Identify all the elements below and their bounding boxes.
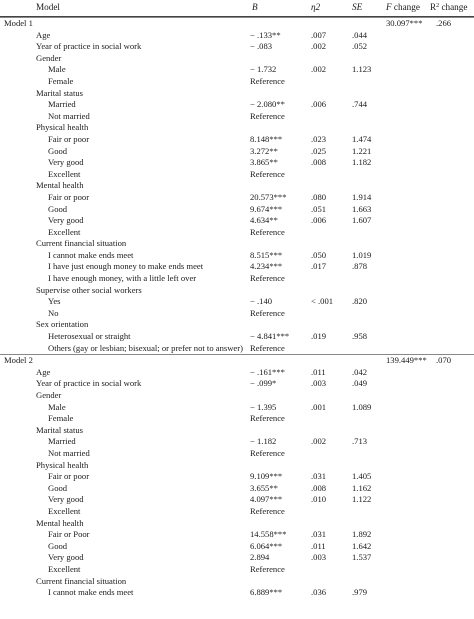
cell-b: 4.634** [250, 215, 278, 226]
table-row [0, 343, 474, 355]
cell-b: Reference [250, 75, 285, 86]
table-row [0, 436, 474, 448]
row-label: Fair or poor [48, 133, 90, 144]
table-row [0, 483, 474, 495]
row-label: Supervise other social workers [36, 284, 142, 295]
cell-eta: .017 [311, 261, 327, 272]
row-label: Male [48, 64, 66, 75]
cell-b: 4.097*** [250, 494, 283, 505]
cell-b: Reference [250, 273, 285, 284]
cell-se: .820 [352, 296, 368, 307]
table-row [0, 146, 474, 158]
table-row [0, 425, 474, 437]
cell-se: .044 [352, 29, 368, 40]
table-row [0, 390, 474, 402]
cell-b: 8.515*** [250, 249, 283, 260]
row-label: Physical health [36, 459, 89, 470]
cell-r2-change: .266 [436, 18, 452, 28]
header-r2-change: $R^2$ change [430, 2, 468, 12]
table-row [0, 319, 474, 331]
table-row [0, 169, 474, 181]
row-label: Excellent [48, 505, 81, 516]
cell-b: 9.109*** [250, 471, 283, 482]
row-label: Married [48, 99, 76, 110]
cell-se: 1.474 [352, 133, 372, 144]
table-row [0, 518, 474, 530]
cell-se: 1.019 [352, 249, 372, 260]
table-row [0, 250, 474, 262]
row-label: Very good [48, 157, 84, 168]
row-label: Year of practice in social work [36, 41, 142, 52]
table-row [0, 402, 474, 414]
table-row [0, 30, 474, 42]
row-label: Good [48, 482, 68, 493]
row-label: Not married [48, 110, 90, 121]
cell-se: 1.123 [352, 64, 372, 75]
table-row [0, 227, 474, 239]
table-row [0, 296, 474, 308]
cell-se: .713 [352, 436, 368, 447]
table-row [0, 541, 474, 553]
cell-r2-change: .070 [436, 355, 452, 366]
regression-table-body [0, 17, 474, 599]
row-label: I have just enough money to make ends meet [48, 261, 204, 272]
cell-se: 1.122 [352, 494, 372, 505]
cell-eta: .003 [311, 552, 327, 563]
table-row [0, 215, 474, 227]
header-b: B [252, 2, 258, 12]
model-row [0, 17, 474, 30]
table-row [0, 460, 474, 472]
cell-se: 1.182 [352, 157, 372, 168]
row-label: I cannot make ends meet [48, 249, 134, 260]
table-row [0, 273, 474, 285]
cell-eta: .036 [311, 587, 327, 598]
cell-eta: .001 [311, 401, 327, 412]
row-label: Fair or poor [48, 471, 90, 482]
cell-eta: .011 [311, 366, 326, 377]
cell-eta: .031 [311, 471, 327, 482]
table-row [0, 99, 474, 111]
table-row [0, 134, 474, 146]
cell-eta: .002 [311, 64, 327, 75]
row-label: Model 2 [4, 355, 33, 366]
cell-eta: .002 [311, 41, 327, 52]
cell-b: Reference [250, 563, 285, 574]
cell-se: 1.221 [352, 145, 372, 156]
cell-eta: .008 [311, 482, 327, 493]
cell-eta: < .001 [311, 296, 334, 307]
table-row [0, 494, 474, 506]
table-row [0, 122, 474, 134]
row-label: Very good [48, 494, 84, 505]
cell-b: − 1.395 [250, 401, 277, 412]
table-row [0, 261, 474, 273]
cell-eta: .031 [311, 529, 327, 540]
row-label: Very good [48, 215, 84, 226]
table-row [0, 552, 474, 564]
cell-se: .052 [352, 41, 368, 52]
cell-b: − .099* [250, 378, 277, 389]
table-row [0, 587, 474, 599]
row-label: Age [36, 29, 51, 40]
row-label: Yes [48, 296, 61, 307]
cell-b: 6.064*** [250, 540, 283, 551]
row-label: Mental health [36, 180, 84, 191]
row-label: Marital status [36, 87, 84, 98]
header-f-change: F change [386, 2, 420, 12]
table-row [0, 76, 474, 88]
cell-b: 14.558*** [250, 529, 287, 540]
cell-b: − 1.732 [250, 64, 277, 75]
table-row [0, 308, 474, 320]
cell-b: 3.655** [250, 482, 278, 493]
cell-b: 3.865** [250, 157, 278, 168]
row-label: Excellent [48, 168, 81, 179]
cell-f-change: 30.097*** [386, 18, 423, 28]
cell-eta: .003 [311, 378, 327, 389]
cell-b: Reference [250, 447, 285, 458]
cell-b: Reference [250, 342, 285, 353]
table-row [0, 506, 474, 518]
cell-eta: .007 [311, 29, 327, 40]
cell-se: .979 [352, 587, 368, 598]
cell-se: .744 [352, 99, 368, 110]
row-label: Excellent [48, 226, 81, 237]
header-eta: η2 [311, 2, 321, 12]
table-row [0, 88, 474, 100]
cell-se: 1.089 [352, 401, 372, 412]
table-row [0, 180, 474, 192]
cell-b: − 1.182 [250, 436, 277, 447]
row-label: Others (gay or lesbian; bisexual; or prefer not to answer) [48, 342, 243, 353]
table-row [0, 331, 474, 343]
cell-se: 1.537 [352, 552, 372, 563]
row-label: Good [48, 540, 68, 551]
cell-b: 6.889*** [250, 587, 283, 598]
table-row [0, 378, 474, 390]
row-label: Good [48, 145, 68, 156]
cell-b: 2.894 [250, 552, 270, 563]
table-row [0, 413, 474, 425]
table-row [0, 564, 474, 576]
cell-b: Reference [250, 226, 285, 237]
table-row [0, 285, 474, 297]
cell-eta: .010 [311, 494, 327, 505]
table-row [0, 53, 474, 65]
table-row [0, 192, 474, 204]
row-label: No [48, 307, 59, 318]
cell-eta: .006 [311, 99, 327, 110]
table-row [0, 64, 474, 76]
cell-se: .958 [352, 331, 368, 342]
cell-b: − 4.841*** [250, 331, 290, 342]
row-label: Model 1 [4, 18, 33, 28]
row-label: Current financial situation [36, 575, 127, 586]
cell-b: Reference [250, 505, 285, 516]
row-label: Current financial situation [36, 238, 127, 249]
cell-b: Reference [250, 110, 285, 121]
row-label: I have enough money, with a little left over [48, 273, 197, 284]
row-label: Female [48, 75, 74, 86]
cell-b: − .083 [250, 41, 273, 52]
row-label: Married [48, 436, 76, 447]
cell-f-change: 139.449*** [386, 355, 427, 366]
table-row [0, 238, 474, 250]
cell-se: 1.405 [352, 471, 372, 482]
cell-b: Reference [250, 168, 285, 179]
cell-se: 1.663 [352, 203, 372, 214]
cell-b: 3.272** [250, 145, 278, 156]
row-label: Not married [48, 447, 90, 458]
table-row [0, 471, 474, 483]
row-label: Female [48, 413, 74, 424]
row-label: Excellent [48, 563, 81, 574]
cell-b: 8.148*** [250, 133, 283, 144]
row-label: Gender [36, 390, 62, 400]
cell-se: 1.914 [352, 191, 372, 202]
row-label: Age [36, 366, 51, 377]
table-row [0, 367, 474, 379]
table-row [0, 111, 474, 123]
cell-eta: .051 [311, 203, 327, 214]
table-row [0, 529, 474, 541]
cell-eta: .023 [311, 133, 327, 144]
cell-eta: .080 [311, 191, 327, 202]
row-label: Sex orientation [36, 319, 89, 330]
cell-b: − .140 [250, 296, 273, 307]
row-label: Male [48, 401, 66, 412]
table-row [0, 448, 474, 460]
model-row [0, 354, 474, 367]
cell-eta: .050 [311, 249, 327, 260]
table-row [0, 576, 474, 588]
cell-b: Reference [250, 307, 285, 318]
header-se: SE [352, 2, 363, 12]
cell-eta: .019 [311, 331, 327, 342]
row-label: Good [48, 203, 68, 214]
row-label: Physical health [36, 122, 89, 133]
table-header [0, 0, 474, 17]
cell-b: − 2.080** [250, 99, 285, 110]
cell-b: Reference [250, 413, 285, 424]
cell-b: 9.674*** [250, 203, 283, 214]
header-model: Model [36, 2, 60, 12]
cell-se: 1.642 [352, 540, 372, 551]
row-label: Marital status [36, 424, 84, 435]
cell-eta: .006 [311, 215, 327, 226]
table-row [0, 41, 474, 53]
cell-b: 20.573*** [250, 191, 287, 202]
row-label: Fair or Poor [48, 529, 90, 540]
cell-eta: .011 [311, 540, 326, 551]
cell-b: − .161*** [250, 366, 285, 377]
cell-se: 1.607 [352, 215, 372, 226]
table-row [0, 204, 474, 216]
row-label: Gender [36, 52, 62, 63]
cell-eta: .008 [311, 157, 327, 168]
row-label: Mental health [36, 517, 84, 528]
table-row [0, 157, 474, 169]
row-label: Very good [48, 552, 84, 563]
row-label: I cannot make ends meet [48, 587, 134, 598]
cell-se: 1.892 [352, 529, 372, 540]
cell-se: .878 [352, 261, 368, 272]
cell-eta: .002 [311, 436, 327, 447]
row-label: Fair or poor [48, 191, 90, 202]
row-label: Heterosexual or straight [48, 331, 131, 342]
cell-b: − .133** [250, 29, 281, 40]
cell-se: .042 [352, 366, 368, 377]
cell-eta: .025 [311, 145, 327, 156]
cell-b: 4.234*** [250, 261, 283, 272]
row-label: Year of practice in social work [36, 378, 142, 389]
cell-se: .049 [352, 378, 368, 389]
cell-se: 1.162 [352, 482, 372, 493]
